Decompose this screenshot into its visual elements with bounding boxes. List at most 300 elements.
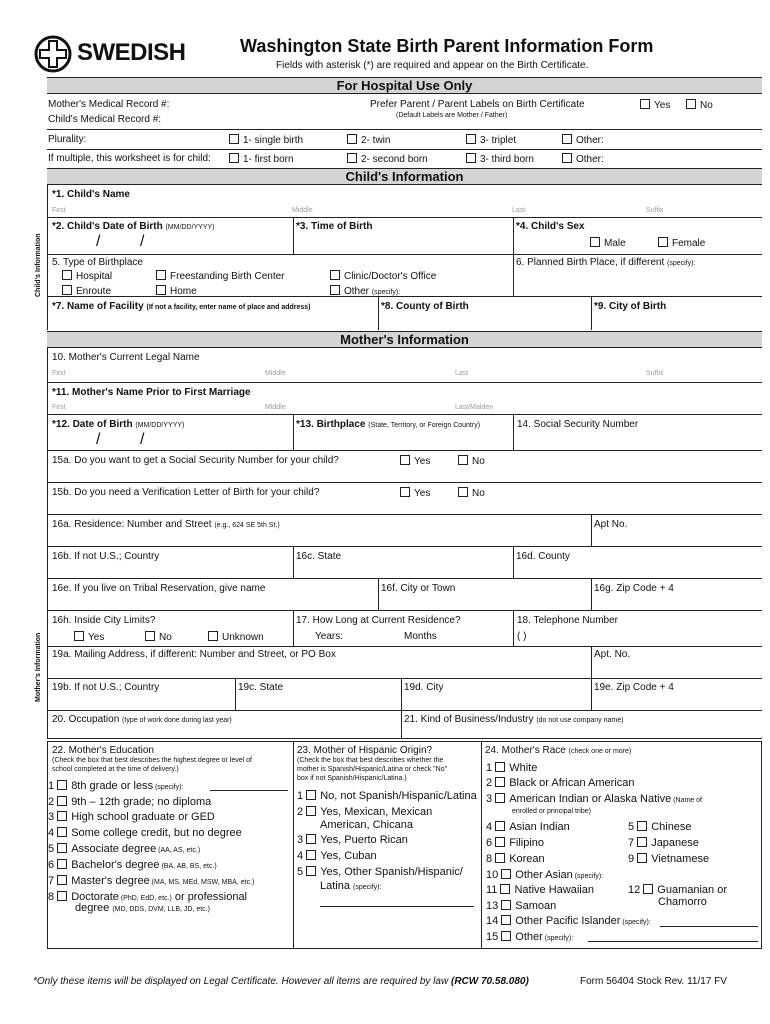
text: 6. Planned Birth Place, if different: [516, 257, 665, 268]
planned-birthplace-label: [516, 257, 695, 268]
checkbox[interactable]: [229, 153, 239, 163]
checkbox[interactable]: [306, 850, 316, 860]
option-number: 2: [297, 806, 307, 818]
label: 2- second born: [361, 154, 428, 165]
rcw: (RCW 70.58.080): [450, 976, 529, 987]
label: Yes: [414, 488, 431, 499]
note: (MD, DDS, DVM, LLB, JD, etc.): [112, 906, 210, 913]
checkbox[interactable]: [458, 455, 468, 465]
swedish-logo: [33, 34, 186, 76]
education-title: 22. Mother's Education: [52, 745, 154, 756]
race-option[interactable]: [486, 869, 603, 881]
mother-side-label: Mother's Information: [35, 632, 42, 702]
label: No: [159, 632, 172, 643]
checkbox[interactable]: [501, 915, 511, 925]
label: Freestanding Birth Center: [170, 271, 285, 282]
race-option[interactable]: [628, 837, 699, 849]
inside-yes[interactable]: [74, 631, 104, 643]
label: Hospital: [76, 271, 113, 282]
birthplace-type-label: 5. Type of Birthplace: [52, 257, 143, 268]
residence-label: [52, 519, 280, 530]
option-number: 1: [486, 762, 496, 774]
sex-label: *4. Child's Sex: [516, 221, 585, 232]
latina-line: [320, 880, 381, 892]
yes-label: Yes: [654, 100, 671, 111]
plurality-single[interactable]: [229, 134, 303, 146]
checkbox[interactable]: [229, 134, 239, 144]
phone-label: 18. Telephone Number: [517, 615, 618, 626]
option-number: 3: [297, 834, 307, 846]
multiple-label: If multiple, this worksheet is for child:: [48, 153, 211, 164]
checkbox[interactable]: [330, 270, 340, 280]
education-option[interactable]: [48, 891, 247, 903]
education-note2: school completed at the time of delivery.): [52, 766, 179, 773]
checkbox[interactable]: [62, 270, 72, 280]
option-label: Korean: [509, 853, 545, 865]
city-19d-label: 19d. City: [404, 682, 444, 693]
checkbox[interactable]: [347, 134, 357, 144]
option-number: 4: [48, 827, 58, 839]
label: Male: [604, 238, 626, 249]
checkbox[interactable]: [145, 631, 155, 641]
first-hint: First: [52, 370, 66, 377]
education-option[interactable]: [48, 796, 211, 808]
form-number: Form 56404 Stock Rev. 11/17 FV: [580, 976, 727, 987]
chamorro-label: Chamorro: [658, 896, 707, 908]
checkbox[interactable]: [501, 931, 511, 941]
mother-dob-label: [52, 419, 184, 430]
option-label: Other Pacific Islander: [515, 915, 621, 927]
hispanic-note3: box if not Spanish/Hispanic/Latina.): [297, 775, 407, 782]
checkbox[interactable]: [686, 99, 696, 109]
time-label: *3. Time of Birth: [296, 221, 373, 232]
country-16b-label: 16b. If not U.S.; Country: [52, 551, 160, 562]
option-label: 9th – 12th grade; no diploma: [71, 796, 212, 808]
checkbox[interactable]: [156, 270, 166, 280]
education-option[interactable]: [48, 780, 183, 792]
how-long-label: 17. How Long at Current Residence?: [296, 615, 461, 626]
q15a-yes[interactable]: [400, 455, 430, 467]
checkbox[interactable]: [458, 487, 468, 497]
checkbox[interactable]: [400, 487, 410, 497]
eg: (e.g., 624 SE 5th St.): [214, 522, 280, 529]
text: 24. Mother's Race: [485, 745, 566, 756]
label: Female: [672, 238, 706, 249]
checkbox[interactable]: [330, 285, 340, 295]
zip-19e-label: 19e. Zip Code + 4: [594, 682, 674, 693]
q15a-no[interactable]: [458, 455, 485, 467]
option-note: (Name of: [671, 797, 702, 804]
specify: (specify):: [353, 884, 382, 891]
checkbox[interactable]: [57, 811, 67, 821]
mother-info-bar: Mother's Information: [47, 331, 762, 348]
county-16d-label: 16d. County: [516, 551, 570, 562]
sex-female[interactable]: [658, 237, 705, 249]
inside-unknown[interactable]: [208, 631, 264, 643]
option-number: 4: [297, 850, 307, 862]
plurality-other[interactable]: [562, 134, 604, 146]
checkbox[interactable]: [57, 827, 67, 837]
note: (do not use company name): [536, 717, 624, 724]
label: Unknown: [222, 632, 264, 643]
doctorate-line2: [75, 902, 210, 914]
text: 20. Occupation: [52, 714, 120, 725]
checkbox[interactable]: [501, 869, 511, 879]
birthplace-label: [296, 419, 480, 430]
child-mrn-label: Child's Medical Record #:: [48, 114, 162, 125]
option-label: Native Hawaiian: [514, 884, 594, 896]
text: *2. Child's Date of Birth: [52, 221, 163, 232]
race-title: [485, 745, 631, 756]
option-note: (BA, AB, BS, etc.): [159, 863, 217, 870]
facility-label: [52, 301, 311, 312]
checkbox[interactable]: [208, 631, 218, 641]
note: (type of work done during last year): [122, 717, 232, 724]
hispanic-note1: (Check the box that best describes whether the: [297, 757, 444, 764]
specify: (specify):: [371, 289, 401, 296]
option-note: (AA, AS, etc.): [156, 847, 201, 854]
text: 21. Kind of Business/Industry: [404, 714, 534, 725]
mexican-line2: American, Chicana: [320, 819, 413, 831]
plurality-triplet[interactable]: [466, 134, 516, 146]
form-title: Washington State Birth Parent Information Form: [240, 36, 654, 56]
option-number: 9: [628, 853, 638, 865]
checkbox[interactable]: [306, 866, 316, 876]
option-label: Yes, Cuban: [320, 850, 377, 862]
option-number: 8: [48, 891, 58, 903]
pref-yes[interactable]: [640, 99, 670, 111]
option-label: Asian Indian: [509, 821, 570, 833]
label: Home: [170, 286, 197, 297]
label: No: [472, 488, 485, 499]
suffix-hint: Suffix: [646, 207, 664, 214]
option-number: 5: [297, 866, 307, 878]
option-label: Some college credit, but no degree: [71, 827, 242, 839]
option-number: 1: [48, 780, 58, 792]
checkbox[interactable]: [57, 875, 67, 885]
edu-specify-line[interactable]: [210, 790, 288, 791]
middle-hint: Middle: [265, 404, 286, 411]
option-number: 6: [486, 837, 496, 849]
option-number: 15: [486, 931, 502, 943]
option-note: (specify):: [542, 935, 574, 942]
checkbox[interactable]: [306, 834, 316, 844]
apt-label: Apt No.: [594, 519, 628, 530]
first-hint: First: [52, 207, 66, 214]
option-note: (specify):: [153, 784, 184, 791]
inside-no[interactable]: [145, 631, 172, 643]
label: Enroute: [76, 286, 112, 297]
race-option[interactable]: [628, 821, 692, 833]
text: *Only these items will be displayed on Legal Certificate. However all items are required by law: [33, 976, 449, 987]
second-born[interactable]: [347, 153, 428, 165]
checkbox[interactable]: [306, 806, 316, 816]
option-label: Yes, Mexican, Mexican: [320, 806, 433, 818]
years-label: Years:: [315, 631, 343, 642]
text: *12. Date of Birth: [52, 419, 133, 430]
occupation-label: [52, 714, 232, 725]
country-19b-label: 19b. If not U.S.; Country: [52, 682, 160, 693]
checkbox[interactable]: [495, 821, 505, 831]
checkbox[interactable]: [495, 853, 505, 863]
label: Yes: [414, 456, 431, 467]
slash: /: [140, 431, 145, 448]
plurality-twin[interactable]: [347, 134, 390, 146]
option-number: 3: [48, 811, 58, 823]
specify: (specify):: [667, 260, 696, 267]
option-number: 13: [486, 900, 502, 912]
third-born[interactable]: [466, 153, 534, 165]
label: Other:: [576, 135, 604, 146]
option-number: 5: [48, 843, 58, 855]
checkbox[interactable]: [74, 631, 84, 641]
ai-note2: enrolled or principal tribe): [512, 808, 591, 815]
city-label: *9. City of Birth: [594, 301, 667, 312]
label: Clinic/Doctor's Office: [344, 271, 437, 282]
checkbox[interactable]: [347, 153, 357, 163]
footer-note: [33, 976, 529, 987]
pref-default: (Default Labels are Mother / Father): [396, 112, 508, 119]
option-label: Other: [515, 931, 543, 943]
checkbox[interactable]: [500, 884, 510, 894]
checkbox[interactable]: [501, 900, 511, 910]
last-hint: Last: [512, 207, 526, 214]
middle-hint: Middle: [265, 370, 286, 377]
label: 2- twin: [361, 135, 391, 146]
no-label: No: [700, 100, 713, 111]
checkbox[interactable]: [495, 777, 505, 787]
checkbox[interactable]: [640, 99, 650, 109]
checkbox[interactable]: [400, 455, 410, 465]
option-number: 2: [486, 777, 496, 789]
hispanic-option[interactable]: [297, 806, 432, 818]
note: (If not a facility, enter name of place and address): [146, 304, 311, 311]
option-label: Bachelor's degree: [71, 859, 160, 871]
swedish-cross-icon: [33, 34, 73, 74]
ssn-label: 14. Social Security Number: [517, 419, 639, 430]
label: Other: [344, 286, 370, 297]
form-subtitle: Fields with asterisk (*) are required and appear on the Birth Certificate.: [276, 60, 589, 71]
business-label: [404, 714, 623, 725]
education-option[interactable]: [48, 843, 200, 855]
child-side-label: Child's Information: [35, 233, 42, 297]
checkbox[interactable]: [156, 285, 166, 295]
option-number: 10: [486, 869, 502, 881]
prior-name-label: *11. Mother's Name Prior to First Marriage: [52, 387, 251, 398]
fmt: (MM/DD/YYYY): [165, 224, 215, 231]
option-label: Master's degree: [71, 875, 150, 887]
other-specify-line[interactable]: [588, 941, 758, 942]
education-note1: (Check the box that best describes the highest degree or level of: [52, 757, 253, 764]
text: 16a. Residence: Number and Street: [52, 519, 212, 530]
option-number: 11: [486, 884, 501, 896]
slash: /: [96, 233, 101, 250]
option-label: High school graduate or GED: [71, 811, 215, 823]
state-16c-label: 16c. State: [296, 551, 342, 562]
suffix-hint: Suffix: [646, 370, 664, 377]
first-born[interactable]: [229, 153, 294, 165]
checkbox[interactable]: [562, 153, 572, 163]
checkbox[interactable]: [62, 285, 72, 295]
checkbox[interactable]: [495, 793, 505, 803]
checkbox[interactable]: [466, 134, 476, 144]
race-option[interactable]: [486, 777, 635, 789]
option-number: 8: [486, 853, 496, 865]
mother-mrn-label: Mother's Medical Record #:: [48, 99, 170, 110]
checkbox[interactable]: [57, 780, 67, 790]
option-label: Doctorate: [71, 891, 119, 903]
hispanic-specify-line[interactable]: [320, 906, 474, 907]
slash: /: [140, 233, 145, 250]
label: 1- first born: [243, 154, 294, 165]
option-label: Filipino: [509, 837, 545, 849]
note: (State, Territory, or Foreign Country): [368, 422, 481, 429]
bp-freestanding[interactable]: [156, 270, 285, 282]
option-number: 3: [486, 793, 496, 805]
option-number: 1: [297, 790, 307, 802]
option-number: 5: [628, 821, 638, 833]
option-label: White: [509, 762, 538, 774]
option-number: 7: [628, 837, 638, 849]
checkbox[interactable]: [637, 837, 647, 847]
text: *7. Name of Facility: [52, 301, 144, 312]
checkbox[interactable]: [643, 884, 653, 894]
checkbox[interactable]: [306, 790, 316, 800]
doctorate-more: or professional: [171, 891, 248, 903]
race-option[interactable]: [486, 915, 651, 927]
born-other[interactable]: [562, 153, 604, 165]
inside-city-label: 16h. Inside City Limits?: [52, 615, 156, 626]
race-option[interactable]: [486, 821, 570, 833]
race-option[interactable]: [486, 762, 537, 774]
option-label: Yes, Puerto Rican: [320, 834, 408, 846]
text: Latina: [320, 880, 350, 892]
text: degree: [75, 902, 110, 914]
education-option[interactable]: [48, 827, 242, 839]
checkbox[interactable]: [466, 153, 476, 163]
option-number: 14: [486, 915, 502, 927]
race-option[interactable]: [486, 793, 702, 805]
race-option[interactable]: [486, 900, 556, 912]
label: 3- triplet: [480, 135, 517, 146]
area-code-paren: ( ): [517, 631, 527, 642]
option-label: Yes, Other Spanish/Hispanic/: [320, 866, 463, 878]
label: No: [472, 456, 485, 467]
plurality-label: Plurality:: [48, 134, 87, 145]
slash: /: [96, 431, 101, 448]
hispanic-option[interactable]: [297, 790, 477, 802]
mailing-label: 19a. Mailing Address, if different: Number and Street, or PO Box: [52, 649, 336, 660]
option-number: 7: [48, 875, 58, 887]
last-maiden-hint: Last/Maiden: [455, 404, 494, 411]
label: Yes: [88, 632, 105, 643]
bp-clinic[interactable]: [330, 270, 436, 282]
education-option[interactable]: [48, 859, 217, 871]
option-label: Chinese: [651, 821, 692, 833]
race-option[interactable]: [486, 931, 573, 943]
logo-text: SWEDISH: [77, 39, 186, 66]
option-label: 8th grade or less: [71, 780, 154, 792]
checkbox[interactable]: [562, 134, 572, 144]
note: (check one or more): [568, 748, 632, 755]
option-label: Guamanian or: [657, 884, 728, 896]
bp-hospital[interactable]: [62, 270, 112, 282]
option-label: Samoan: [515, 900, 557, 912]
text: *13. Birthplace: [296, 419, 366, 430]
first-hint: First: [52, 404, 66, 411]
option-label: American Indian or Alaska Native: [509, 793, 672, 805]
education-option[interactable]: [48, 811, 215, 823]
sex-male[interactable]: [590, 237, 626, 249]
checkbox[interactable]: [57, 859, 67, 869]
city-16f-label: 16f. City or Town: [381, 583, 456, 594]
option-number: 4: [486, 821, 496, 833]
option-note: (specify):: [572, 873, 604, 880]
hispanic-option[interactable]: [297, 850, 377, 862]
race-option[interactable]: [486, 837, 544, 849]
hispanic-title: 23. Mother of Hispanic Origin?: [297, 745, 433, 756]
checkbox[interactable]: [637, 853, 647, 863]
child-dob-label: [52, 221, 215, 232]
option-number: 12: [628, 884, 644, 896]
q15b-yes[interactable]: [400, 487, 430, 499]
pref-no[interactable]: [686, 99, 713, 111]
option-label: Vietnamese: [651, 853, 710, 865]
months-label: Months: [404, 631, 437, 642]
checkbox[interactable]: [590, 237, 600, 247]
pi-specify-line[interactable]: [660, 926, 758, 927]
checkbox[interactable]: [495, 837, 505, 847]
education-option[interactable]: [48, 875, 254, 887]
checkbox[interactable]: [637, 821, 647, 831]
fmt: (MM/DD/YYYY): [135, 422, 185, 429]
option-note: (PhD, EdD, etc.): [118, 895, 172, 902]
checkbox[interactable]: [658, 237, 668, 247]
option-label: Other Asian: [515, 869, 573, 881]
option-number: 6: [48, 859, 58, 871]
middle-hint: Middle: [292, 207, 313, 214]
option-label: Black or African American: [509, 777, 635, 789]
option-note: (specify):: [620, 919, 651, 926]
last-hint: Last: [455, 370, 469, 377]
option-label: No, not Spanish/Hispanic/Latina: [320, 790, 477, 802]
checkbox[interactable]: [495, 762, 505, 772]
race-option[interactable]: [486, 884, 594, 896]
zip-16g-label: 16g. Zip Code + 4: [594, 583, 674, 594]
option-note: (MA, MS, MEd, MSW, MBA, etc.): [149, 879, 255, 886]
option-number: 2: [48, 796, 58, 808]
checkbox[interactable]: [57, 843, 67, 853]
q15a-label: 15a. Do you want to get a Social Security Number for your child?: [52, 455, 339, 466]
race-option[interactable]: [628, 853, 709, 865]
county-label: *8. County of Birth: [381, 301, 469, 312]
race-option[interactable]: [486, 853, 545, 865]
q15b-no[interactable]: [458, 487, 485, 499]
legal-name-label: 10. Mother's Current Legal Name: [52, 352, 200, 363]
option-label: Associate degree: [71, 843, 157, 855]
pref-labels: Prefer Parent / Parent Labels on Birth Certificate: [370, 99, 585, 110]
checkbox[interactable]: [57, 796, 67, 806]
hispanic-note2: mother is Spanish/Hispanic/Latina or check "No": [297, 766, 448, 773]
label: 1- single birth: [243, 135, 304, 146]
hispanic-option[interactable]: [297, 834, 408, 846]
race-option[interactable]: [628, 884, 727, 896]
state-19c-label: 19c. State: [238, 682, 284, 693]
checkbox[interactable]: [57, 891, 67, 901]
hispanic-option[interactable]: [297, 866, 463, 878]
q15b-label: 15b. Do you need a Verification Letter of Birth for your child?: [52, 487, 320, 498]
label: Other:: [576, 154, 604, 165]
